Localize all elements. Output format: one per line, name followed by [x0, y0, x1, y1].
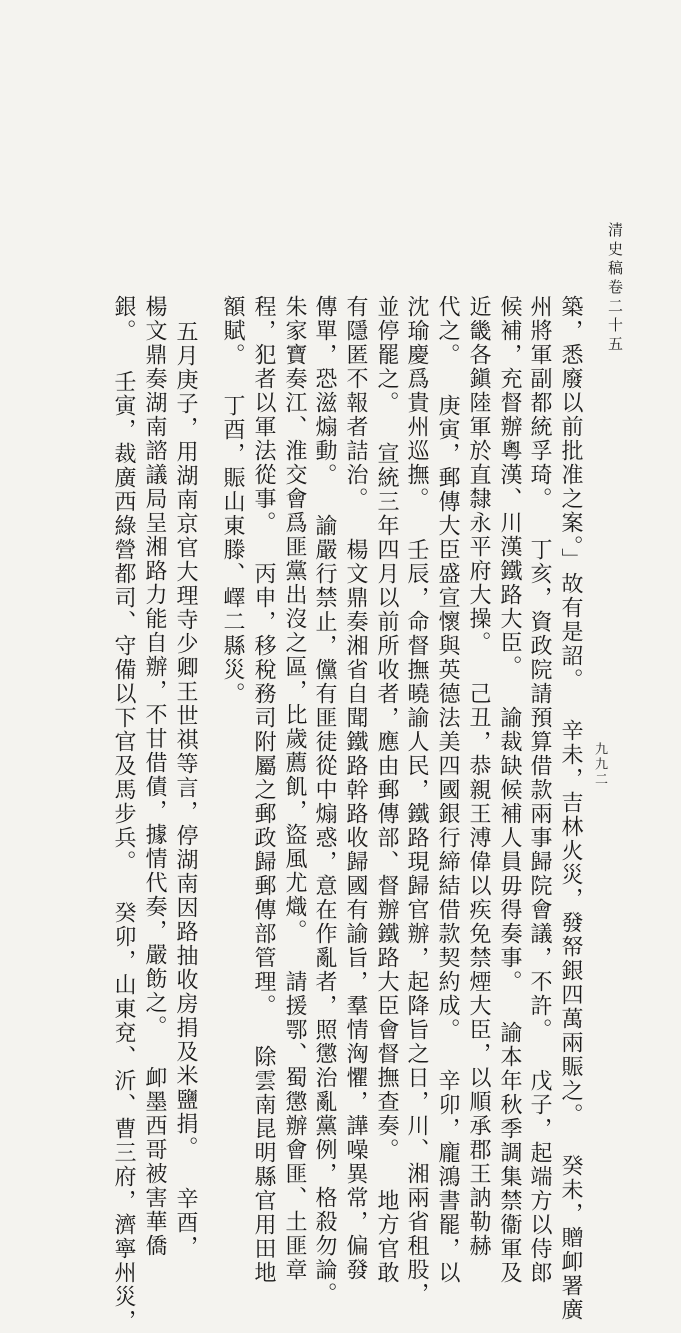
page-number: 九九二 [592, 742, 607, 787]
text-column: 近畿各鎭陸軍於直隸永平府大操。 己丑，恭親王溥偉以疾免禁煙大臣，以順承郡王訥勒赫 [466, 295, 491, 1258]
text-column: 程，犯者以軍法從事。 丙申，移稅務司附屬之郵政歸郵傳部管理。 除雲南昆明縣官用田地 [251, 295, 276, 1285]
text-column: 五月庚子，用湖南京官大理寺少卿王世祺等言，停湖南因路抽收房捐及米鹽捐。 辛酉， [173, 320, 198, 1259]
text-column: 傳單，恐滋煽動。 諭嚴行禁止，儻有匪徒從中煽惑，意在作亂者，照懲治亂黨例，格殺勿論。 [312, 295, 337, 1306]
book-title: 清史稿卷二十五 [606, 222, 624, 355]
text-column: 沈瑜慶爲貴州巡撫。 壬辰，命督撫曉諭人民，鐵路現歸官辦，起降旨之日，川、湘兩省租股， [404, 295, 429, 1306]
text-column: 並停罷之。 宣統三年四月以前所收者，應由郵傳部、督辦鐵路大臣會督撫查奏。 地方官敢 [374, 295, 399, 1285]
text-column: 額賦。 丁酉，賑山東滕、嶧二縣災。 [220, 295, 245, 706]
text-column: 候補，充督辦粵漢、川漢鐵路大臣。 諭裁缺候補人員毋得奏事。 諭本年秋季調集禁衞軍及 [497, 295, 522, 1285]
text-column: 有隱匿不報者詰治。 楊文鼎奏湘省自聞鐵路幹路收歸國有諭旨，羣情洶懼，譁噪異常，偏發 [343, 295, 368, 1282]
text-column: 代之。 庚寅，郵傳大臣盛宣懷與英德法美四國銀行締結借款契約成。 辛卯，龐鴻書罷，以 [435, 295, 460, 1285]
text-column: 州將軍副都統孚琦。 丁亥，資政院請預算借款兩事歸院會議，不許。 戊子，起端方以侍郎 [527, 295, 552, 1285]
text-column: 朱家寶奏江、淮交會爲匪黨出沒之區，比歲薦飢，盜風尤熾。 請援鄂、蜀懲辦會匪、土匪章 [282, 295, 307, 1282]
text-column: 銀。 壬寅，裁廣西綠營都司、守備以下官及馬步兵。 癸卯，山東兗、沂、曹三府，濟寧州災， [111, 295, 136, 1333]
text-column: 楊文鼎奏湖南諮議局呈湘路力能自辦，不甘借債，據情代奏，嚴飭之。 卹墨西哥被害華僑 [142, 295, 167, 1258]
text-column: 築，悉廢以前批准之案。」故有是詔。 辛未，吉林火災，發帑銀四萬兩賑之。 癸未，贈卹署廣 [558, 295, 583, 1322]
